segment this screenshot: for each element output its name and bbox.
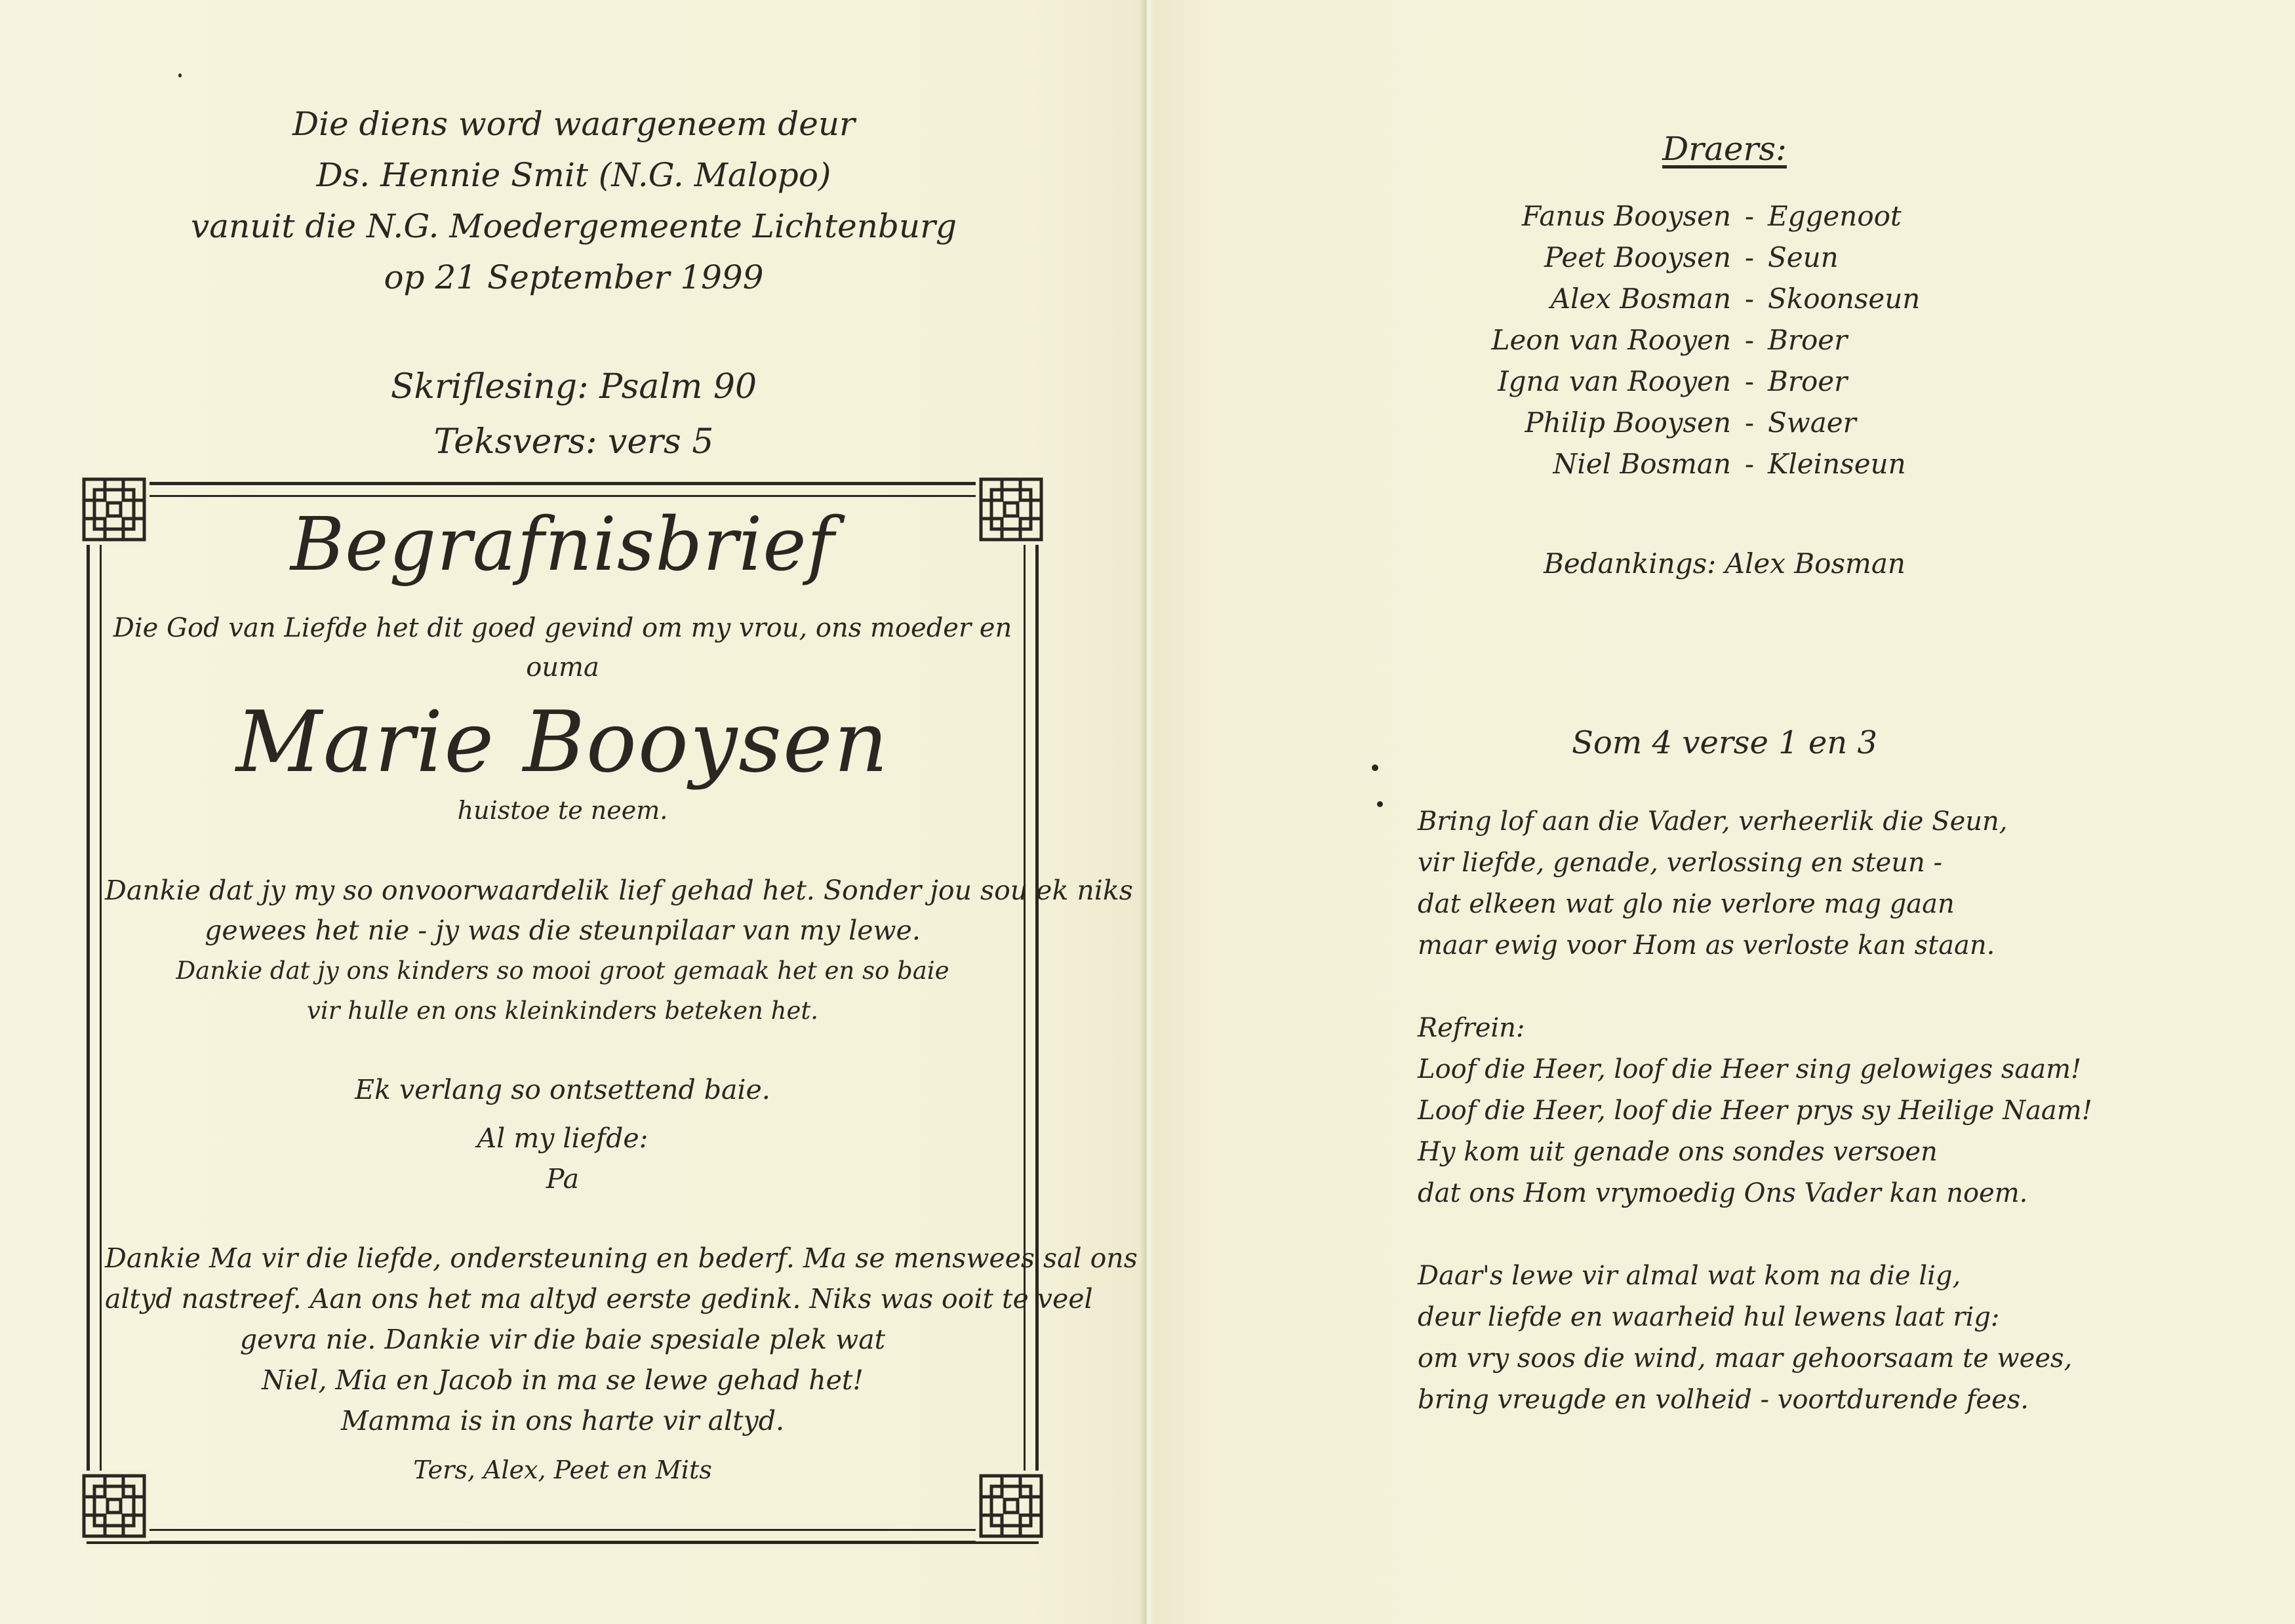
bearer-relation: Eggenoot (1768, 200, 1902, 232)
hymn-line: Loof die Heer, loof die Heer prys sy Heilige Naam! (1418, 1096, 2092, 1126)
hymn-line: vir liefde, genade, verlossing en steun - (1418, 848, 1942, 878)
children-signature: Ters, Alex, Peet en Mits (413, 1456, 712, 1484)
paragraph-line: gewees het nie - jy was die steunpilaar van my lewe. (205, 915, 921, 946)
bearer-relation: Swaer (1768, 406, 1856, 439)
hymn-line: Loof die Heer, loof die Heer sing gelowiges saam! (1418, 1054, 2082, 1084)
thanks-line: Bedankings: Alex Bosman (1544, 547, 1906, 580)
bearer-dash: - (1744, 448, 1755, 480)
bearer-dash: - (1744, 324, 1755, 356)
bearers-list (1482, 195, 2006, 485)
scan-speck (178, 73, 182, 77)
bearer-row (1482, 402, 2006, 443)
hymn-line: dat ons Hom vrymoedig Ons Vader kan noem. (1418, 1178, 2028, 1208)
scripture-reading (0, 359, 1148, 469)
scan-speck (1377, 801, 1383, 807)
scripture-line: Skriflesing: Psalm 90 (390, 367, 757, 406)
service-line: Ds. Hennie Smit (N.G. Malopo) (316, 156, 831, 194)
bearer-relation: Skoonseun (1768, 283, 1921, 315)
bearer-row (1482, 443, 2006, 485)
hymn-line: deur liefde en waarheid hul lewens laat rig: (1418, 1302, 2000, 1332)
bearer-relation: Broer (1768, 324, 1848, 356)
paragraph-line: Dankie dat jy ons kinders so mooi groot gemaak het en so baie (176, 957, 949, 985)
bearer-row (1482, 278, 2006, 319)
father-signature: Pa (546, 1163, 580, 1195)
hymn-stanza (1418, 801, 2237, 966)
bearer-relation: Kleinseun (1768, 448, 1906, 480)
bearer-dash: - (1744, 283, 1755, 315)
paragraph-line: altyd nastreef. Aan ons het ma altyd eerste gedink. Niks was ooit te veel (105, 1283, 1093, 1315)
letter-paragraph-husband (105, 871, 1133, 1031)
longing-line: Ek verlang so ontsettend baie. (355, 1074, 770, 1105)
hymn-line: Hy kom uit genade ons sondes versoen (1418, 1137, 1938, 1167)
bearer-dash: - (1744, 365, 1755, 397)
bearer-row (1482, 319, 2006, 361)
bearer-name: Philip Booysen (1525, 406, 1731, 439)
deceased-name: Marie Booysen (235, 694, 890, 791)
paragraph-line: Mamma is in ons harte vir altyd. (340, 1405, 785, 1436)
bearer-name: Niel Bosman (1553, 448, 1731, 480)
letter-paragraph-children (105, 1238, 1138, 1441)
bearer-name: Igna van Rooyen (1498, 365, 1731, 397)
bearer-dash: - (1744, 241, 1755, 273)
paragraph-line: vir hulle en ons kleinkinders beteken het. (306, 997, 819, 1025)
paragraph-line: Dankie dat jy my so onvoorwaardelik lief gehad het. Sonder jou sou ek niks (105, 875, 1133, 906)
bearer-name: Peet Booysen (1544, 241, 1731, 273)
service-line: op 21 September 1999 (384, 258, 764, 296)
bearer-relation: Seun (1768, 241, 1839, 273)
hymn-text (1418, 801, 2237, 1421)
bearer-dash: - (1744, 200, 1755, 232)
bearer-row (1482, 237, 2006, 278)
paragraph-line: Niel, Mia en Jacob in ma se lewe gehad het! (262, 1364, 864, 1396)
love-line: Al my liefde: (477, 1122, 649, 1154)
hymn-line: Refrein: (1418, 1013, 1525, 1043)
letter-intro: Die God van Liefde het dit goed gevind om my vrou, ons moeder en ouma (113, 613, 1012, 683)
bearer-name: Alex Bosman (1550, 283, 1731, 315)
service-line: Die diens word waargeneem deur (292, 105, 855, 143)
after-name-text: huistoe te neem. (457, 796, 668, 825)
hymn-line: Bring lof aan die Vader, verheerlik die Seun, (1418, 806, 2008, 837)
hymn-refrain (1418, 1008, 2237, 1214)
text-verse-line: Teksvers: vers 5 (433, 422, 714, 462)
paragraph-line: Dankie Ma vir die liefde, ondersteuning en bederf. Ma se menswees sal ons (105, 1242, 1138, 1274)
hymn-line: dat elkeen wat glo nie verlore mag gaan (1418, 889, 1955, 919)
bearer-name: Leon van Rooyen (1491, 324, 1731, 356)
bearer-relation: Broer (1768, 365, 1848, 397)
bearer-row (1482, 361, 2006, 402)
bearer-dash: - (1744, 406, 1755, 439)
hymn-stanza (1418, 1256, 2237, 1421)
scan-speck (1372, 764, 1378, 771)
bearer-name: Fanus Booysen (1522, 200, 1731, 232)
hymn-line: om vry soos die wind, maar gehoorsaam te wees, (1418, 1343, 2073, 1374)
letter-title: Begrafnisbrief (290, 502, 835, 587)
bearers-heading: Draers: (1662, 130, 1787, 168)
service-details (0, 98, 1148, 303)
hymn-line: Daar's lewe vir almal wat kom na die lig, (1418, 1261, 1961, 1291)
funeral-letter (105, 498, 1138, 1490)
hymn-title: Som 4 verse 1 en 3 (1571, 724, 1878, 761)
service-line: vanuit die N.G. Moedergemeente Lichtenburg (190, 207, 957, 245)
bearer-row (1482, 195, 2006, 237)
paragraph-line: gevra nie. Dankie vir die baie spesiale plek wat (239, 1324, 886, 1355)
right-page (1154, 0, 2295, 1624)
hymn-line: bring vreugde en volheid - voortdurende fees. (1418, 1385, 2029, 1415)
hymn-line: maar ewig voor Hom as verloste kan staan. (1418, 930, 1995, 961)
